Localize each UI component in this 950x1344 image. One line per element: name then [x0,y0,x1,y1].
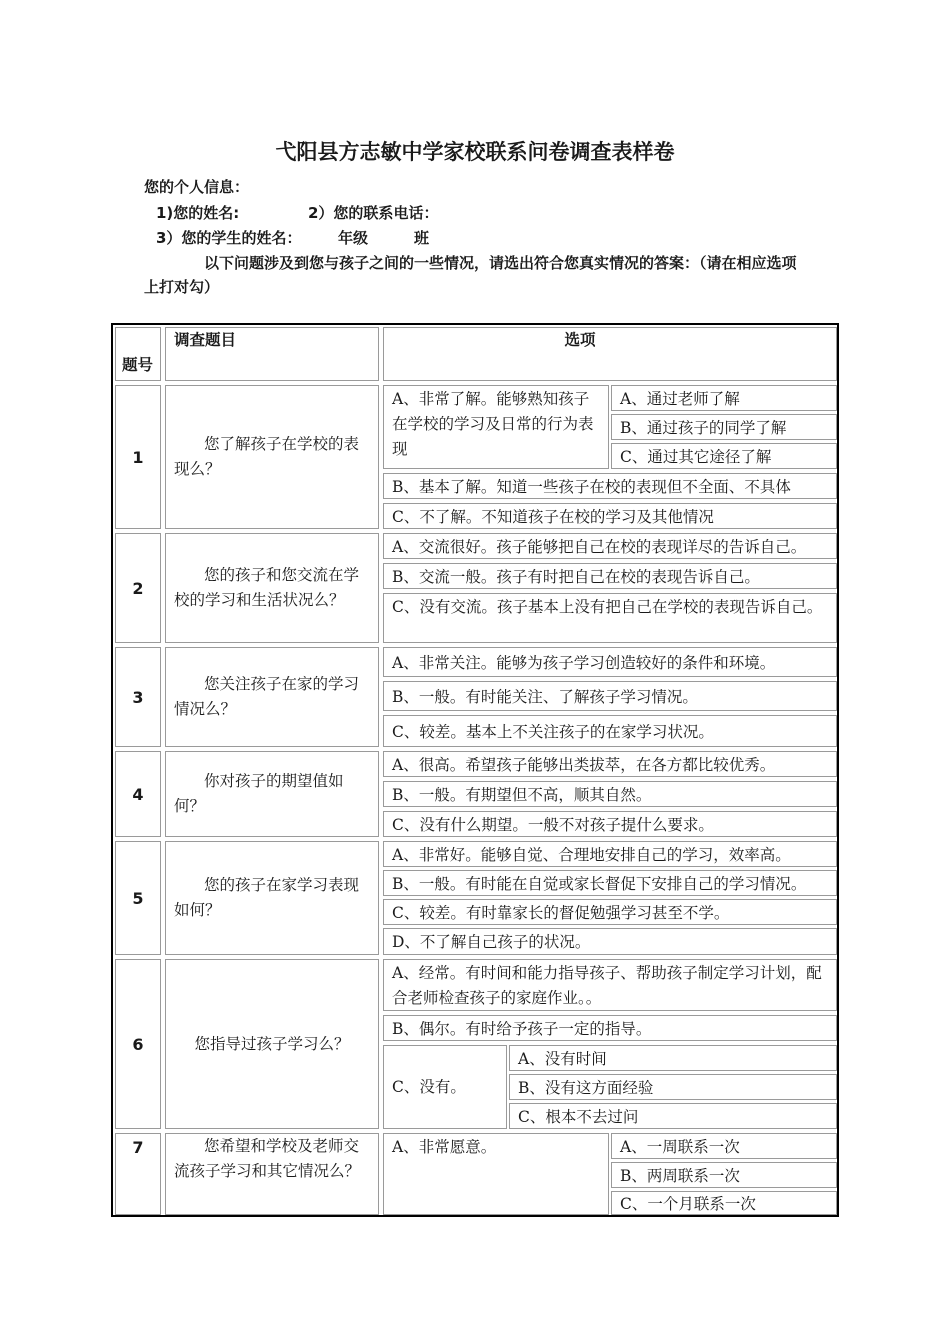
question-text-5: 您的孩子在家学习表现如何？ [165,841,379,955]
q7-option-a[interactable]: A、非常愿意。 [383,1133,609,1215]
question-text-7: 您希望和学校及老师交流孩子学习和其它情况么？ [165,1133,379,1215]
q6-option-b[interactable]: B、偶尔。有时给予孩子一定的指导。 [383,1015,837,1041]
q6-option-c-sub-2[interactable]: B、没有这方面经验 [509,1074,837,1100]
q1-option-a-sub-2[interactable]: B、通过孩子的同学了解 [611,414,837,440]
q4-option-c[interactable]: C、没有什么期望。一般不对孩子提什么要求。 [383,811,837,837]
question-text-2: 您的孩子和您交流在学校的学习和生活状况么？ [165,533,379,643]
question-text-6: 您指导过孩子学习么？ [165,959,379,1129]
question-text-3: 您关注孩子在家的学习情况么？ [165,647,379,747]
q7-option-a-sub-1[interactable]: A、一周联系一次 [611,1133,837,1159]
survey-table [111,323,839,1217]
header-cell-options: 选项 [383,327,837,381]
header-cell-num [115,327,161,381]
q7-option-a-sub-3[interactable]: C、一个月联系一次 [611,1191,837,1215]
header-cell-question: 调查题目 [165,327,379,381]
question-number-5: 5 [115,841,161,955]
q5-option-c[interactable]: C、较差。有时靠家长的督促勉强学习甚至不学。 [383,899,837,925]
name-field-label: 1)您的姓名: [156,204,240,222]
question-number-1: 1 [115,385,161,529]
q6-option-c[interactable]: C、没有。 [383,1045,507,1129]
personal-info-heading: 您的个人信息： [144,178,250,196]
q3-option-b[interactable]: B、一般。有时能关注、了解孩子学习情况。 [383,681,837,711]
phone-field-label: 2）您的联系电话： [308,204,439,222]
q1-option-a-sub-1[interactable]: A、通过老师了解 [611,385,837,411]
q7-option-a-sub-2[interactable]: B、两周联系一次 [611,1162,837,1188]
question-text-4: 你对孩子的期望值如何？ [165,751,379,837]
q2-option-b[interactable]: B、交流一般。孩子有时把自己在校的表现告诉自己。 [383,563,837,589]
question-number-2: 2 [115,533,161,643]
question-number-4: 4 [115,751,161,837]
q1-option-b[interactable]: B、基本了解。知道一些孩子在校的表现但不全面、不具体 [383,473,837,499]
question-number-6: 6 [115,959,161,1129]
q6-option-a[interactable]: A、经常。有时间和能力指导孩子、帮助孩子制定学习计划，配合老师检查孩子的家庭作业。。 [383,959,837,1011]
q1-option-a-sub-3[interactable]: C、通过其它途径了解 [611,443,837,469]
q2-option-c[interactable]: C、没有交流。孩子基本上没有把自己在学校的表现告诉自己。 [383,593,837,643]
q3-option-a[interactable]: A、非常关注。能够为孩子学习创造较好的条件和环境。 [383,647,837,677]
q6-option-c-sub-1[interactable]: A、没有时间 [509,1045,837,1071]
q4-option-a[interactable]: A、很高。希望孩子能够出类拔萃，在各方都比较优秀。 [383,751,837,777]
grade-field-label: 年级 [338,229,369,247]
q1-option-c[interactable]: C、不了解。不知道孩子在校的学习及其他情况 [383,503,837,529]
q6-option-c-sub-3[interactable]: C、根本不去过问 [509,1103,837,1129]
q5-option-b[interactable]: B、一般。有时能在自觉或家长督促下安排自己的学习情况。 [383,870,837,896]
q3-option-c[interactable]: C、较差。基本上不关注孩子的在家学习状况。 [383,715,837,747]
q5-option-a[interactable]: A、非常好。能够自觉、合理地安排自己的学习，效率高。 [383,841,837,867]
q2-option-a[interactable]: A、交流很好。孩子能够把自己在校的表现详尽的告诉自己。 [383,533,837,559]
header-num-label: 题号 [122,356,154,374]
page-title: 弋阳县方志敏中学家校联系问卷调查表样卷 [275,140,675,164]
q4-option-b[interactable]: B、一般。有期望但不高，顺其自然。 [383,781,837,807]
question-text-1: 您了解孩子在学校的表现么？ [165,385,379,529]
q5-option-d[interactable]: D、不了解自己孩子的状况。 [383,928,837,955]
question-number-7: 7 [115,1133,161,1215]
instruction-text-continued: 上打对勾） [144,278,220,296]
q1-option-a[interactable]: A、非常了解。能够熟知孩子在学校的学习及日常的行为表现 [383,385,609,469]
class-field-label: 班 [414,229,430,247]
student-name-field-label: 3）您的学生的姓名： [156,229,302,247]
instruction-text: 以下问题涉及到您与孩子之间的一些情况，请选出符合您真实情况的答案：（请在相应选项 [204,254,797,272]
question-number-3: 3 [115,647,161,747]
